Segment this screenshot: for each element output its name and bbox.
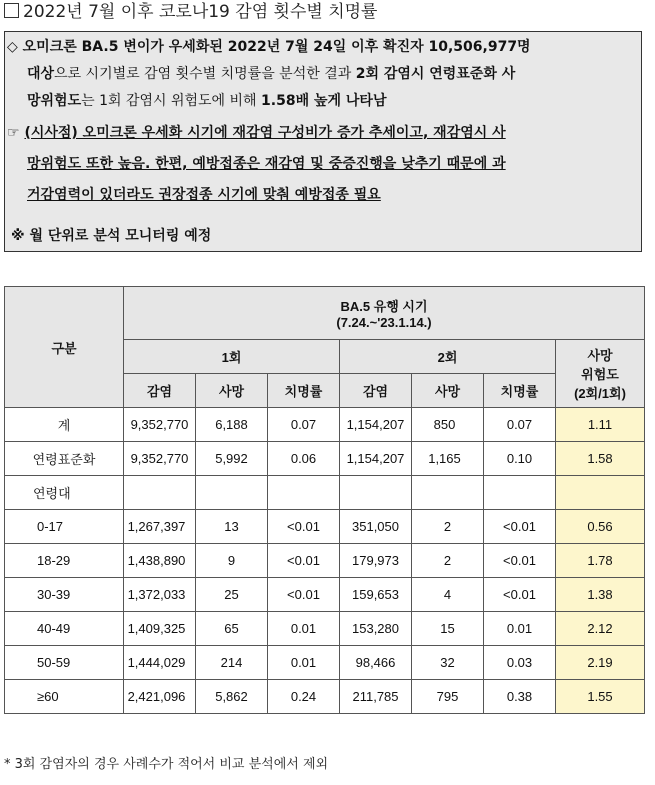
summary-line-2: 대상으로 시기별로 감염 횟수별 치명률을 분석한 결과 2회 감염시 연령표준화 사 <box>27 66 516 82</box>
page-title-text: 2022년 7월 이후 코로나19 감염 횟수별 치명률 <box>23 2 378 22</box>
footnote: * 3회 감염자의 경우 사례수가 적어서 비교 분석에서 제외 <box>4 757 329 772</box>
table-row: 연령표준화 9,352,770 5,992 0.06 1,154,207 1,165 0.10 1.58 <box>5 442 645 476</box>
pointing-hand-icon: ☞ <box>7 125 20 141</box>
header-cfr-2: 치명률 <box>484 374 556 408</box>
table-row: 50-59 1,444,029 214 0.01 98,466 32 0.03 2.19 <box>5 646 645 680</box>
table-row: 40-49 1,409,325 65 0.01 153,280 15 0.01 2.12 <box>5 612 645 646</box>
checkbox-square-icon <box>4 3 19 18</box>
summary-line-5: 망위험도 또한 높음. 한편, 예방접종은 재감염 및 중증진행을 낮추기 때문에 과 <box>27 156 506 172</box>
summary-line-4: ☞ (시사점) 오미크론 우세화 시기에 재감염 구성비가 증가 추세이고, 재감염시 사 <box>7 125 506 141</box>
header-once: 1회 <box>124 340 340 374</box>
table-row: 30-39 1,372,033 25 <0.01 159,653 4 <0.01 1.38 <box>5 578 645 612</box>
summary-line-3: 망위험도는 1회 감염시 위험도에 비해 1.58배 높게 나타남 <box>27 93 387 109</box>
header-cfr-1: 치명률 <box>268 374 340 408</box>
header-period: BA.5 유행 시기 (7.24.~'23.1.14.) <box>124 287 645 340</box>
table-row: 계 9,352,770 6,188 0.07 1,154,207 850 0.07 1.11 <box>5 408 645 442</box>
header-category: 구분 <box>5 287 124 408</box>
summary-line-1: ◇ 오미크론 BA.5 변이가 우세화된 2022년 7월 24일 이후 확진자 10,506,977명 <box>7 39 531 55</box>
header-death-1: 사망 <box>196 374 268 408</box>
header-infect-2: 감염 <box>340 374 412 408</box>
diamond-icon: ◇ <box>7 39 18 55</box>
summary-note: ※ 월 단위로 분석 모니터링 예정 <box>11 228 212 244</box>
fatality-table <box>4 286 645 714</box>
header-infect-1: 감염 <box>124 374 196 408</box>
table-row: 18-29 1,438,890 9 <0.01 179,973 2 <0.01 1.78 <box>5 544 645 578</box>
table-row: ≥60 2,421,096 5,862 0.24 211,785 795 0.38 1.55 <box>5 680 645 714</box>
table-row-age-group: 연령대 <box>5 476 645 510</box>
header-row-1 <box>5 287 645 340</box>
summary-box <box>4 31 642 252</box>
header-risk: 사망 위험도 (2회/1회) <box>556 340 645 408</box>
summary-line-6: 거감염력이 있더라도 권장접종 시기에 맞춰 예방접종 필요 <box>27 187 381 203</box>
header-twice: 2회 <box>340 340 556 374</box>
page-title <box>4 0 644 24</box>
header-death-2: 사망 <box>412 374 484 408</box>
table-row: 0-17 1,267,397 13 <0.01 351,050 2 <0.01 0.56 <box>5 510 645 544</box>
